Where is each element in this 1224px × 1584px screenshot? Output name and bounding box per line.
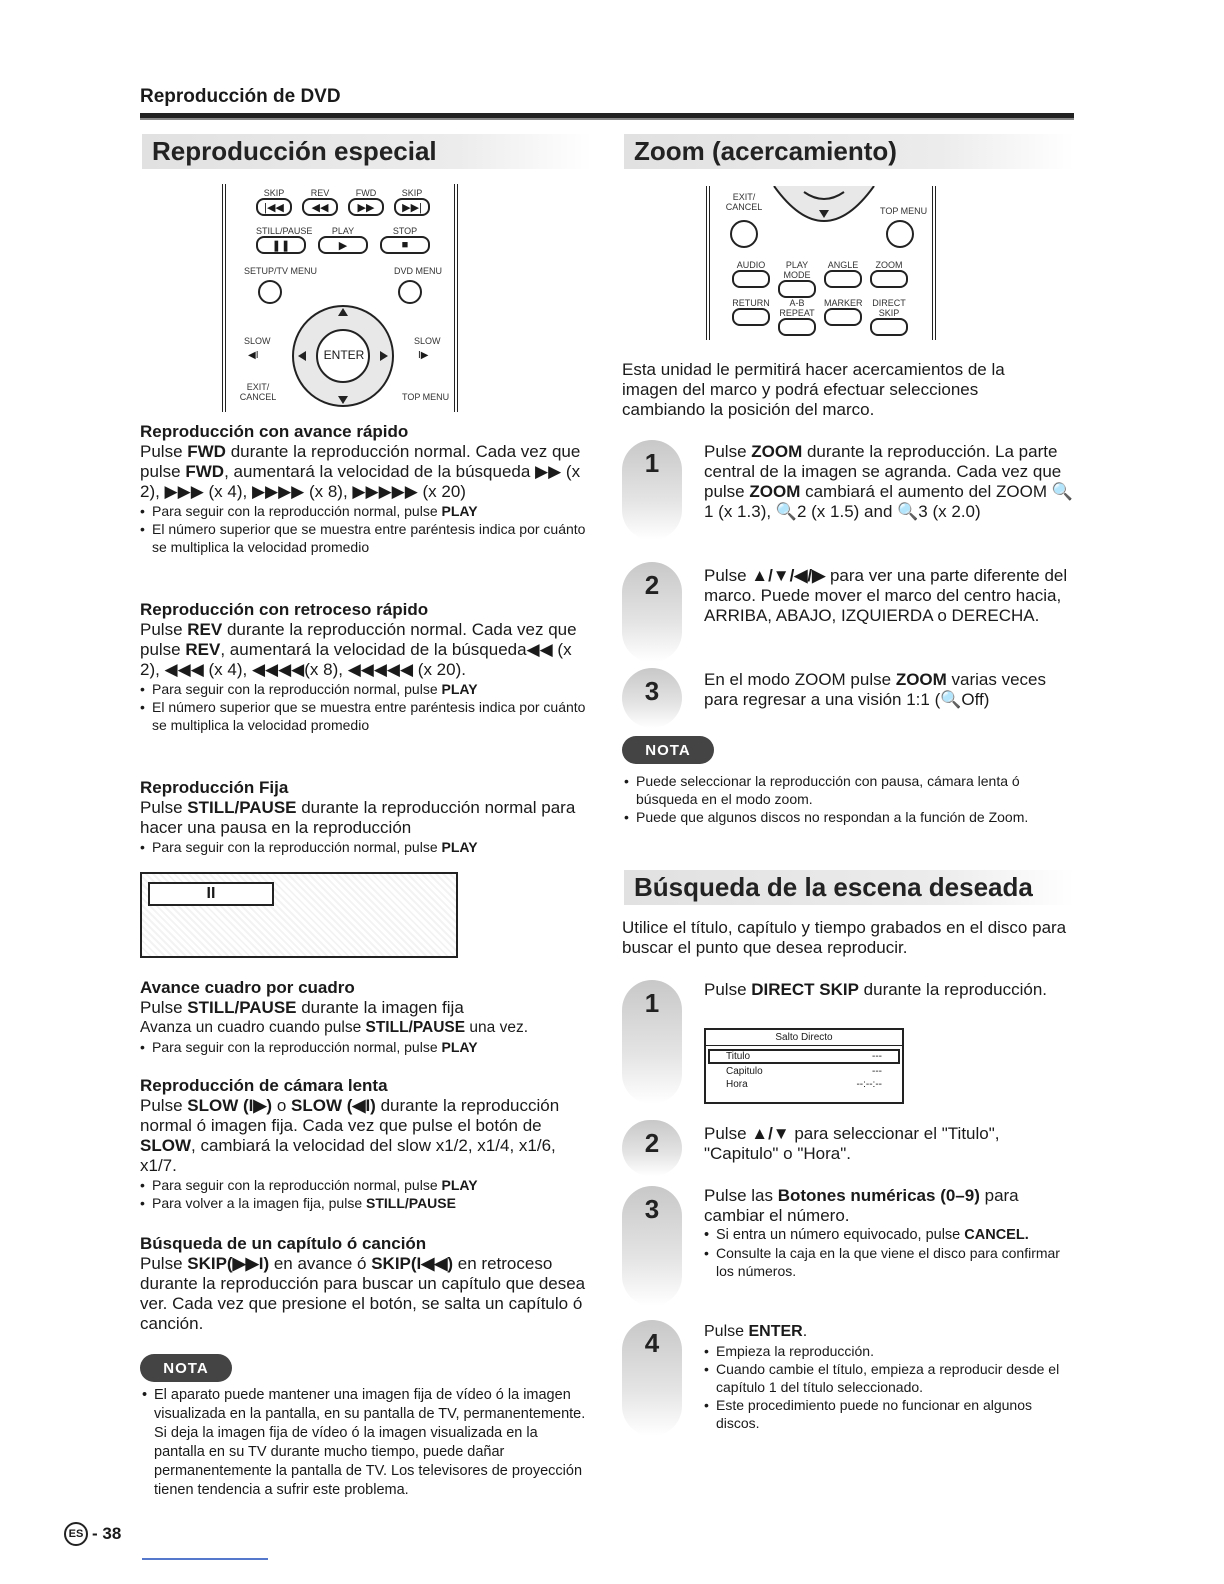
note-text: • Empieza la reproducción. xyxy=(704,1342,1074,1360)
nota-badge: NOTA xyxy=(622,736,714,764)
remote-label: DIRECT SKIP xyxy=(872,298,906,318)
osd-value: --:--:-- xyxy=(856,1079,882,1090)
slow-heading: Reproducción de cámara lenta xyxy=(140,1076,388,1095)
search-intro: Utilice el título, capítulo y tiempo grabados en el disco para buscar el punto que desea reproducir. xyxy=(622,918,1067,957)
step-number-badge xyxy=(622,980,682,1104)
key-text: SLOW (◀I) xyxy=(291,1096,376,1115)
key-text: ▲/▼ xyxy=(751,1124,790,1143)
key-text: PLAY xyxy=(441,681,478,697)
tv-screen-illustration xyxy=(140,872,458,958)
page-header: Reproducción de DVD xyxy=(140,86,341,107)
still-heading: Reproducción Fija xyxy=(140,778,289,797)
step-number-badge xyxy=(622,1186,682,1306)
key-text: CANCEL. xyxy=(964,1227,1029,1243)
section-title-special-playback: Reproducción especial xyxy=(142,134,592,169)
osd-row xyxy=(706,1078,902,1091)
section-title-search: Búsqueda de la escena deseada xyxy=(624,870,1074,905)
zoom-button xyxy=(870,270,908,288)
text: En el modo ZOOM pulse xyxy=(704,670,896,689)
key-text: FWD xyxy=(187,442,226,461)
text: Pulse xyxy=(704,442,752,461)
key-text: ZOOM xyxy=(749,482,801,501)
nota-text: • El aparato puede mantener una imagen fija de vídeo ó la imagen visualizada en la pantalla, en su pantalla de TV, permanentemente. Si deja la imagen fija de vídeo ó la imagen visualizada en la pantalla en su TV durante mucho tiempo, puede dañar permanentemente la pantalla de TV. Los televisores de proyección tienen tendencia a sufrir este problema. xyxy=(142,1386,592,1500)
step-number: 1 xyxy=(644,448,660,478)
enter-label: ENTER xyxy=(323,348,365,362)
text: Pulse xyxy=(140,798,188,817)
note-text: • Puede que algunos discos no respondan a la función de Zoom. xyxy=(624,808,1064,826)
key-text: DIRECT SKIP xyxy=(751,980,859,999)
note-text: • Consulte la caja en la que viene el disco para confirmar los números. xyxy=(704,1244,1074,1280)
text: en retroceso durante la reproducción para buscar un capítulo que desea ver. Cada vez que presione el botón, se salta un capítulo ó canción. xyxy=(140,1254,586,1333)
osd-value: --- xyxy=(872,1066,882,1077)
remote-illustration-playback xyxy=(222,184,458,412)
remote-label: SETUP/TV MENU xyxy=(244,266,318,276)
remote-label: PLAY xyxy=(331,226,355,236)
dpad-icon xyxy=(768,186,880,232)
direct-skip-osd xyxy=(704,1028,904,1104)
key-text: STILL/PAUSE xyxy=(187,798,297,817)
step-number: 2 xyxy=(644,570,660,600)
header-rule xyxy=(140,113,1074,120)
fwd-heading: Reproducción con avance rápido xyxy=(140,422,409,441)
remote-label: SKIP xyxy=(263,188,285,198)
text: , aumentará la velocidad de la búsqueda◀◀ (x 2), ◀◀◀ (x 4), ◀◀◀◀(x 8), ◀◀◀◀◀ (x 20). xyxy=(140,640,572,679)
top-menu-button xyxy=(886,220,914,248)
remote-label: MARKER xyxy=(824,298,863,308)
frame-heading: Avance cuadro por cuadro xyxy=(140,978,355,997)
slow-forward-icon: I▶ xyxy=(418,350,429,361)
key-text: PLAY xyxy=(441,1039,478,1055)
step-number: 4 xyxy=(644,1328,660,1358)
text: cambiará el aumento del ZOOM 🔍1 (x 1.3), 🔍2 (x 1.5) and 🔍3 (x 2.0) xyxy=(704,482,1073,521)
note-text: • El número superior que se muestra entre paréntesis indica por cuánto se multiplica la velocidad promedio xyxy=(140,520,590,556)
key-text: ZOOM xyxy=(895,670,947,689)
text: para seleccionar el "Titulo", "Capitulo" o "Hora". xyxy=(704,1124,1000,1163)
remote-label: TOP MENU xyxy=(880,206,928,216)
note-text: Para seguir con la reproducción normal, pulse xyxy=(152,681,442,697)
remote-label: SKIP xyxy=(401,188,423,198)
remote-label: TOP MENU xyxy=(402,392,450,402)
osd-title: Salto Directo xyxy=(706,1030,902,1046)
remote-label: EXIT/ CANCEL xyxy=(725,192,763,212)
key-text: STILL/PAUSE xyxy=(365,1019,466,1036)
text: . xyxy=(802,1323,808,1340)
remote-label: PLAY MODE xyxy=(783,260,811,280)
step-number-badge xyxy=(622,440,682,540)
remote-label: STOP xyxy=(392,226,418,236)
step-number: 3 xyxy=(644,676,660,706)
key-text: PLAY xyxy=(441,503,478,519)
note-text: • Este procedimiento puede no funcionar en algunos discos. xyxy=(704,1396,1074,1432)
text: , aumentará la velocidad de la búsqueda ▶▶ (x 2), ▶▶▶ (x 4), ▶▶▶▶ (x 8), ▶▶▶▶▶ (x 20) xyxy=(140,462,581,501)
remote-label: ZOOM xyxy=(875,260,903,270)
play-mode-button xyxy=(778,280,816,298)
text: Pulse xyxy=(140,1254,188,1273)
text: Pulse xyxy=(140,998,188,1017)
remote-label: EXIT/ CANCEL xyxy=(239,382,277,402)
section-title-zoom: Zoom (acercamiento) xyxy=(624,134,1074,169)
nota-badge: NOTA xyxy=(140,1354,232,1382)
note-text: • Puede seleccionar la reproducción con pausa, cámara lenta ó búsqueda en el modo zoom. xyxy=(624,772,1064,808)
key-text: PLAY xyxy=(441,1177,478,1193)
key-text: STILL/PAUSE xyxy=(366,1195,456,1211)
step-number: 1 xyxy=(644,988,660,1018)
text: Pulse xyxy=(704,566,752,585)
remote-label: AUDIO xyxy=(736,260,766,270)
angle-button xyxy=(824,270,862,288)
step-number: 3 xyxy=(644,1194,660,1224)
remote-label: ANGLE xyxy=(827,260,859,270)
text: Avanza un cuadro cuando pulse xyxy=(140,1019,366,1036)
stop-button: ■ xyxy=(380,236,430,254)
exit-button xyxy=(730,220,758,248)
key-text: FWD xyxy=(185,462,225,481)
slow-back-icon: ◀I xyxy=(248,350,259,361)
play-button: ▶ xyxy=(318,236,368,254)
remote-label: SLOW xyxy=(244,336,271,346)
note-text: Para seguir con la reproducción normal, pulse xyxy=(152,1177,442,1193)
text: Pulse xyxy=(140,620,188,639)
skip-forward-button: ▶▶| xyxy=(394,198,430,216)
remote-label: SLOW xyxy=(414,336,441,346)
text: durante la reproducción normal ó imagen fija. Cada vez que pulse el botón de xyxy=(140,1096,560,1135)
text: durante la reproducción normal para hacer una pausa en la reproducción xyxy=(140,798,576,837)
text: en avance ó xyxy=(269,1254,372,1273)
note-text: Si entra un número equivocado, pulse xyxy=(716,1227,965,1243)
note-text: Para seguir con la reproducción normal, pulse xyxy=(152,1039,442,1055)
remote-label: REV xyxy=(310,188,330,198)
key-text: ZOOM xyxy=(751,442,803,461)
key-text: STILL/PAUSE xyxy=(187,998,297,1017)
text: , cambiará la velocidad del slow x1/2, x1/4, x1/6, x1/7. xyxy=(140,1136,556,1175)
osd-row xyxy=(706,1065,902,1078)
text: Pulse xyxy=(704,1323,749,1340)
remote-label: A-B REPEAT xyxy=(779,298,815,318)
text: Pulse xyxy=(704,980,752,999)
step-number-badge xyxy=(622,562,682,662)
remote-label: FWD xyxy=(355,188,377,198)
key-text: SLOW (I▶) xyxy=(187,1096,273,1115)
text: una vez. xyxy=(465,1019,529,1036)
remote-illustration-zoom xyxy=(706,186,936,340)
key-text: PLAY xyxy=(441,839,478,855)
osd-label: Hora xyxy=(726,1079,748,1090)
step-number-badge xyxy=(622,1120,682,1176)
note-text: Para seguir con la reproducción normal, pulse xyxy=(152,839,442,855)
osd-label: Titulo xyxy=(726,1051,751,1062)
pause-button: ❚❚ xyxy=(256,236,306,254)
text: Pulse xyxy=(704,1124,752,1143)
skip-back-button: |◀◀ xyxy=(256,198,292,216)
rev-button: ◀◀ xyxy=(302,198,338,216)
osd-row-selected xyxy=(708,1049,900,1064)
remote-label: DVD MENU xyxy=(394,266,443,276)
key-text: ▲/▼/◀/▶ xyxy=(751,566,826,585)
text: Pulse xyxy=(140,1096,188,1115)
language-badge: ES xyxy=(64,1522,88,1546)
note-text: Para volver a la imagen fija, pulse xyxy=(152,1195,366,1211)
step-number-badge xyxy=(622,1320,682,1436)
text: durante la reproducción normal. Cada vez que pulse xyxy=(140,620,577,659)
remote-label: STILL/PAUSE xyxy=(256,226,313,236)
audio-button xyxy=(732,270,770,288)
note-text: • Cuando cambie el título, empieza a reproducir desde el capítulo 1 del título seleccionado. xyxy=(704,1360,1074,1396)
text: durante la reproducción. xyxy=(858,980,1047,999)
marker-button xyxy=(824,308,862,326)
text: durante la reproducción normal. Cada vez que pulse xyxy=(140,442,581,481)
remote-label: RETURN xyxy=(732,298,770,308)
pause-osd: II xyxy=(148,882,274,906)
text: Pulse las xyxy=(704,1186,778,1205)
key-text: SKIP(I◀◀) xyxy=(371,1254,454,1273)
step-number: 2 xyxy=(644,1128,660,1158)
direct-skip-button xyxy=(870,318,908,336)
key-text: ENTER xyxy=(748,1323,803,1340)
key-text: SKIP(▶▶I) xyxy=(187,1254,270,1273)
text: Pulse xyxy=(140,442,188,461)
osd-label: Capitulo xyxy=(726,1066,763,1077)
page-number: - 38 xyxy=(92,1524,122,1543)
rev-heading: Reproducción con retroceso rápido xyxy=(140,600,429,619)
text: durante la reproducción. La parte central de la imagen se agranda. Cada vez que pulse xyxy=(704,442,1062,501)
key-text: SLOW xyxy=(140,1136,191,1155)
osd-value: --- xyxy=(872,1051,882,1062)
text: o xyxy=(272,1096,291,1115)
text: para ver una parte diferente del marco. Puede mover el marco del centro hacia, ARRIBA, ABAJO, IZQUIERDA o DERECHA. xyxy=(704,566,1068,625)
zoom-intro: Esta unidad le permitirá hacer acercamientos de la imagen del marco y podrá efectuar selecciones cambiando la posición del marco. xyxy=(622,360,1005,419)
note-text: Para seguir con la reproducción normal, pulse xyxy=(152,503,442,519)
footer-rule xyxy=(142,1558,268,1560)
key-text: REV xyxy=(185,640,221,659)
ab-repeat-button xyxy=(778,318,816,336)
key-text: Botones numéricas (0–9) xyxy=(777,1186,980,1205)
note-text: • El número superior que se muestra entre paréntesis indica por cuánto se multiplica la velocidad promedio xyxy=(140,698,590,734)
key-text: REV xyxy=(187,620,223,639)
fwd-button: ▶▶ xyxy=(348,198,384,216)
text: varias veces para regresar a una visión 1:1 (🔍Off) xyxy=(704,670,1047,709)
text: para cambiar el número. xyxy=(704,1186,1019,1225)
step-number-badge xyxy=(622,668,682,728)
text: durante la imagen fija xyxy=(296,998,464,1017)
skip-heading: Búsqueda de un capítulo ó canción xyxy=(140,1234,427,1253)
return-button xyxy=(732,308,770,326)
